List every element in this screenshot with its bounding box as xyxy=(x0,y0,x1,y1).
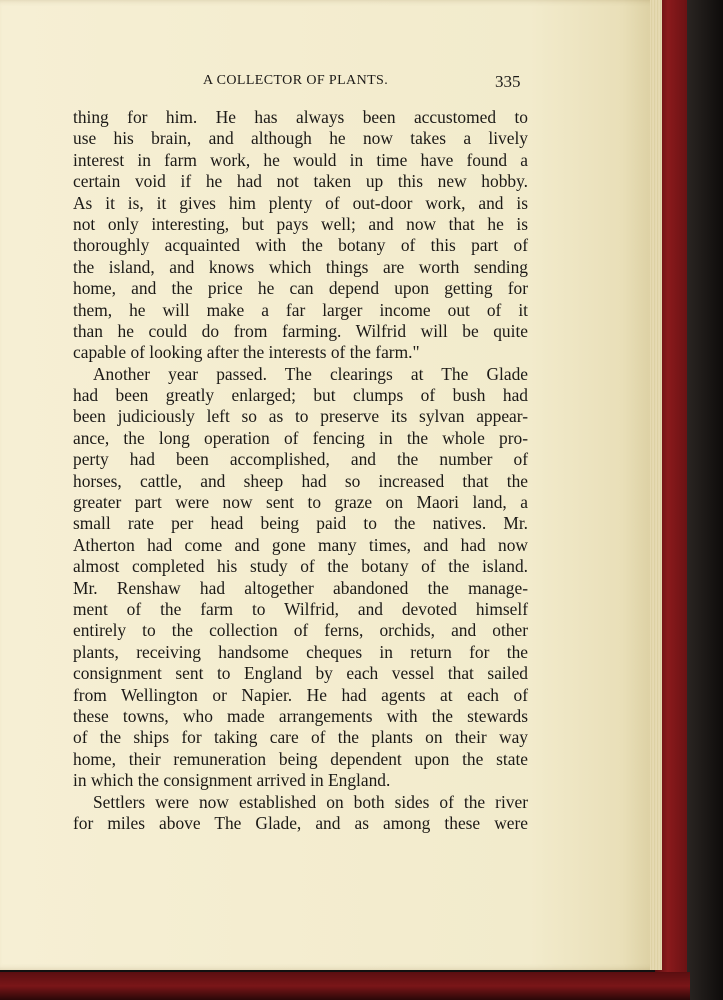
text-line: plants, receiving handsome cheques in return for the xyxy=(73,641,528,662)
text-line: Mr. Renshaw had altogether abandoned the manage- xyxy=(73,577,528,598)
text-line: greater part were now sent to graze on Maori land, a xyxy=(73,492,528,513)
text-line: ance, the long operation of fencing in the whole pro- xyxy=(73,427,528,448)
text-line: small rate per head being paid to the natives. Mr. xyxy=(73,513,528,534)
text-line: thoroughly acquainted with the botany of this part of xyxy=(73,235,528,256)
text-line: almost completed his study of the botany of the island. xyxy=(73,556,528,577)
page-header xyxy=(0,73,662,95)
text-line: had been greatly enlarged; but clumps of bush had xyxy=(73,385,528,406)
text-line: been judiciously left so as to preserve its sylvan appear- xyxy=(73,406,528,427)
book-cover-bottom-edge xyxy=(0,972,690,1000)
text-line: interest in farm work, he would in time have found a xyxy=(73,149,528,170)
text-line: consignment sent to England by each vessel that sailed xyxy=(73,663,528,684)
page-number: 335 xyxy=(495,72,521,91)
text-line: ment of the farm to Wilfrid, and devoted himself xyxy=(73,598,528,619)
text-line: capable of looking after the interests of the farm." xyxy=(73,342,420,363)
text-line: home, and the price he can depend upon getting for xyxy=(73,278,528,299)
text-line: thing for him. He has always been accustomed to xyxy=(73,107,528,127)
text-line: not only interesting, but pays well; and now that he is xyxy=(73,213,528,234)
body-text xyxy=(73,107,528,834)
page-fore-edge xyxy=(650,0,662,970)
text-line: them, he will make a far larger income out of it xyxy=(73,299,528,320)
text-line: Another year passed. The clearings at The Glade xyxy=(93,363,528,384)
text-line: Settlers were now established on both sides of the river xyxy=(93,791,528,812)
text-line: use his brain, and although he now takes a lively xyxy=(73,128,528,149)
running-head: A COLLECTOR OF PLANTS. xyxy=(203,73,389,88)
text-line: from Wellington or Napier. He had agents at each of xyxy=(73,684,528,705)
text-line: these towns, who made arrangements with the stewards xyxy=(73,705,528,726)
text-line: the island, and knows which things are worth sending xyxy=(73,256,528,277)
text-line: entirely to the collection of ferns, orchids, and other xyxy=(73,620,528,641)
text-line: in which the consignment arrived in England. xyxy=(73,770,391,791)
text-line: than he could do from farming. Wilfrid will be quite xyxy=(73,320,528,341)
scan-margin xyxy=(687,0,723,1000)
text-line: home, their remuneration being dependent upon the state xyxy=(73,748,528,769)
text-line: Atherton had come and gone many times, and had now xyxy=(73,534,528,555)
text-line: perty had been accomplished, and the number of xyxy=(73,449,528,470)
text-line: horses, cattle, and sheep had so increased that the xyxy=(73,470,528,491)
text-line: for miles above The Glade, and as among these were xyxy=(73,812,528,833)
text-line: of the ships for taking care of the plants on their way xyxy=(73,727,528,748)
text-line: certain void if he had not taken up this new hobby. xyxy=(73,171,528,192)
text-line: As it is, it gives him plenty of out-door work, and is xyxy=(73,192,528,213)
